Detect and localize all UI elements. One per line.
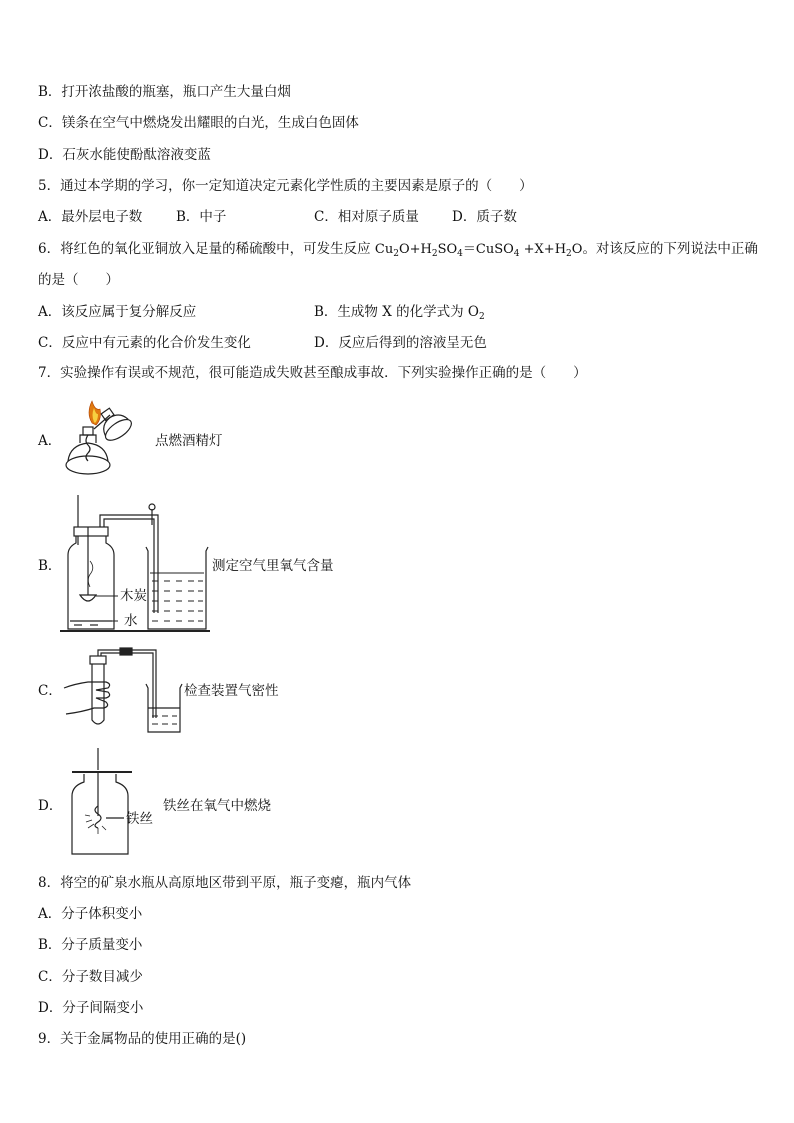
q7-label-d: D． [38, 798, 63, 814]
q6-option-a: A．该反应属于复分解反应 [38, 304, 197, 320]
question-7: 7．实验操作有误或不规范，很可能造成失败甚至酿成事故．下列实验操作正确的是（ ） [38, 365, 587, 381]
q5-option-c: C．相对原子质量 [314, 209, 419, 225]
q6-option-d: D．反应后得到的溶液呈无色 [314, 335, 487, 351]
reaction-equation: $Cu_2O+H_2SO_4=CuSO_4 +X+H_2O$ [374, 242, 583, 259]
q8-option-c: C．分子数目减少 [38, 969, 143, 985]
question-5: 5．通过本学期的学习，你一定知道决定元素化学性质的主要因素是原子的（ ） [38, 178, 533, 194]
q7-label-a: A． [38, 433, 62, 449]
q6-text-post: 。对该反应的下列说法中正确 [582, 241, 758, 257]
label-water: 水 [124, 613, 138, 629]
q7-caption-c: 检查装置气密性 [184, 683, 279, 699]
question-6-line2: 的是（ ） [38, 272, 119, 288]
question-9: 9．关于金属物品的使用正确的是() [38, 1031, 247, 1047]
q7-caption-b: 测定空气里氧气含量 [212, 558, 334, 574]
q7-caption-d: 铁丝在氧气中燃烧 [163, 798, 271, 814]
question-6 [38, 240, 758, 259]
q5-option-d: D．质子数 [452, 209, 517, 225]
iron-wire-figure [68, 748, 160, 856]
question-8: 8．将空的矿泉水瓶从高原地区带到平原，瓶子变瘪，瓶内气体 [38, 875, 412, 891]
q8-option-b: B．分子质量变小 [38, 937, 143, 953]
prev-option-d: D．石灰水能使酚酞溶液变蓝 [38, 147, 211, 163]
q8-option-d: D．分子间隔变小 [38, 1000, 144, 1016]
label-iron-wire: 铁丝 [126, 811, 153, 827]
prev-option-c: C．镁条在空气中燃烧发出耀眼的白光，生成白色固体 [38, 115, 359, 131]
q6-option-c: C．反应中有元素的化合价发生变化 [38, 335, 251, 351]
q6-option-b: B．生成物 X 的化学式为 $O_2$ [314, 304, 485, 322]
q8-option-a: A．分子体积变小 [38, 906, 143, 922]
q6-text-pre: 6．将红色的氧化亚铜放入足量的稀硫酸中，可发生反应 [38, 241, 375, 257]
prev-option-b: B．打开浓盐酸的瓶塞，瓶口产生大量白烟 [38, 84, 291, 100]
q7-label-b: B． [38, 558, 62, 574]
q7-caption-a: 点燃酒精灯 [155, 433, 223, 449]
airtightness-figure [62, 648, 186, 740]
q5-option-a: A．最外层电子数 [38, 209, 143, 225]
alcohol-lamp-figure [60, 395, 152, 487]
q7-label-c: C． [38, 683, 62, 699]
q5-option-b: B．中子 [176, 209, 227, 225]
label-charcoal: 木炭 [120, 588, 147, 604]
